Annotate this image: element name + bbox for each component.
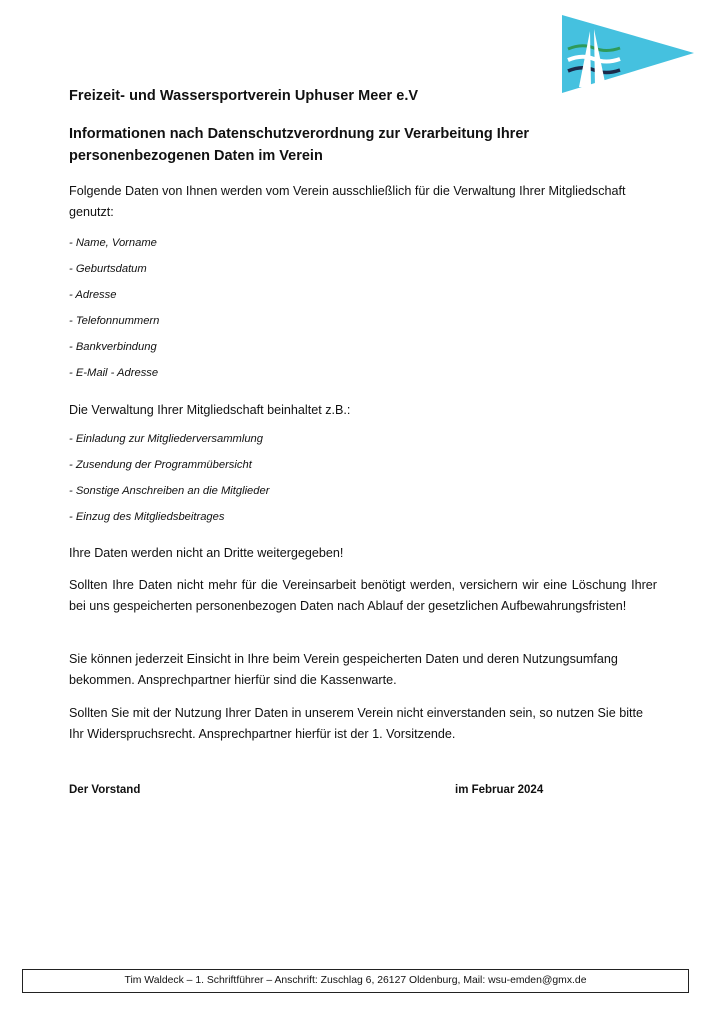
no-third-parties-paragraph: Ihre Daten werden nicht an Dritte weitergegeben! — [69, 546, 344, 560]
signature-date: im Februar 2024 — [455, 784, 544, 796]
list-item: - Geburtsdatum — [69, 263, 147, 275]
list-item: - Telefonnummern — [69, 315, 160, 327]
document-title: Informationen nach Datenschutzverordnung zur Verarbeitung Ihrer personenbezogenen Daten im Verein — [69, 126, 530, 164]
list-item: - Einladung zur Mitgliederversammlung — [69, 433, 264, 445]
objection-paragraph: Sollten Sie mit der Nutzung Ihrer Daten in unserem Verein nicht einverstanden sein, so nutzen Sie bitte Ihr Widerspruchsrecht. Ansprechpartner hierfür ist der 1. Vorsitzende. — [69, 706, 644, 741]
list-item: - Einzug des Mitgliedsbeitrages — [69, 511, 225, 523]
intro-paragraph: Folgende Daten von Ihnen werden vom Verein ausschließlich für die Verwaltung Ihrer Mitgliedschaft genutzt: — [69, 184, 626, 219]
list-item: - Sonstige Anschreiben an die Mitglieder — [69, 485, 270, 497]
list-item: - Adresse — [69, 289, 117, 301]
footer-contact-box — [22, 969, 689, 993]
administration-list — [69, 432, 269, 536]
administration-intro: Die Verwaltung Ihrer Mitgliedschaft beinhaltet z.B.: — [69, 403, 351, 417]
list-item: - Name, Vorname — [69, 237, 157, 249]
sailing-club-pennant-icon — [560, 15, 696, 93]
list-item: - E-Mail - Adresse — [69, 367, 159, 379]
personal-data-list — [69, 236, 159, 392]
access-paragraph: Sie können jederzeit Einsicht in Ihre beim Verein gespeicherten Daten und deren Nutzungsumfang bekommen. Ansprechpartner hierfür sind die Kassenwarte. — [69, 652, 618, 687]
deletion-paragraph: Sollten Ihre Daten nicht mehr für die Vereinsarbeit benötigt werden, versichern wir eine Löschung Ihrer bei uns gespeicherten personenbezogen Daten nach Ablauf der gesetzlichen Aufbewahrungsfristen! — [69, 578, 657, 613]
list-item: - Zusendung der Programmübersicht — [69, 459, 252, 471]
footer-text: Tim Waldeck – 1. Schriftführer – Anschrift: Zuschlag 6, 26127 Oldenburg, Mail: wsu-emden@gmx.de — [124, 975, 587, 986]
club-name: Freizeit- und Wassersportverein Uphuser Meer e.V — [69, 88, 419, 104]
signer: Der Vorstand — [69, 784, 141, 796]
list-item: - Bankverbindung — [69, 341, 157, 353]
